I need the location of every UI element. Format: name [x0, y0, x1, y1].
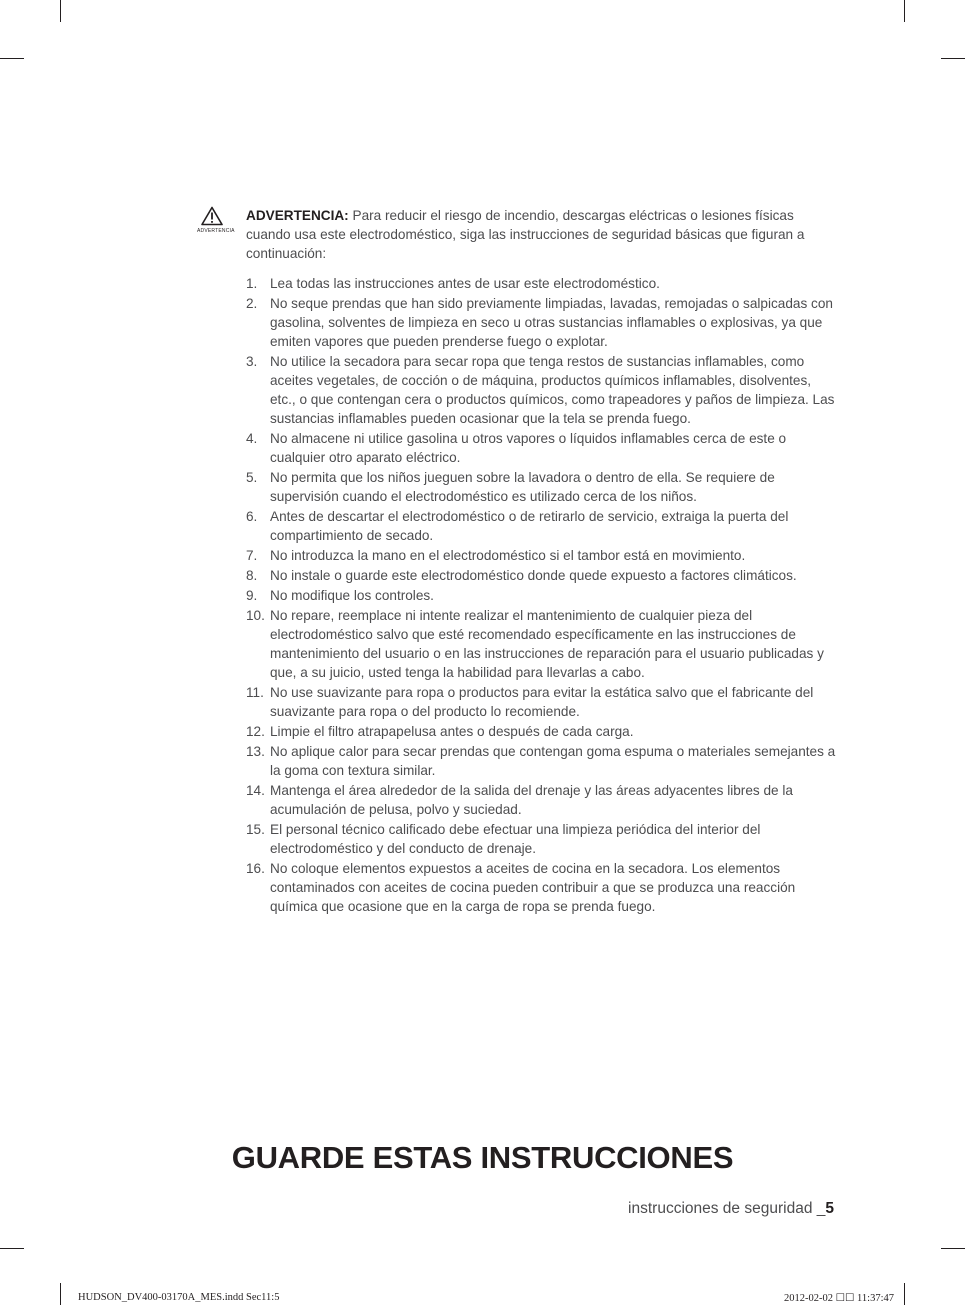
item-number: 7. — [246, 547, 258, 563]
crop-mark — [60, 0, 61, 22]
item-text: Lea todas las instrucciones antes de usar este electrodoméstico. — [270, 276, 660, 291]
list-item — [246, 275, 836, 294]
item-number: 16. — [246, 861, 265, 876]
crop-mark — [904, 0, 905, 22]
item-number: 12. — [246, 723, 265, 739]
crop-mark — [60, 1283, 61, 1305]
item-text: No use suavizante para ropa o productos para evitar la estática salvo que el fabricante del suavizante para ropa o del producto lo recomiende. — [270, 684, 814, 719]
list-item — [246, 684, 836, 722]
safety-instructions-list — [246, 275, 836, 918]
item-number: 11. — [246, 684, 264, 700]
item-text: No coloque elementos expuestos a aceites de cocina en la secadora. Los elementos contaminados con aceites de cocina pueden contribuir a que se produzca una reacción química que ocasione que en la carga de ropa se prenda fuego. — [270, 861, 796, 914]
list-item — [246, 743, 836, 781]
list-item — [246, 353, 836, 429]
item-text: No instale o guarde este electrodoméstico donde quede expuesto a factores climáticos. — [270, 567, 797, 583]
item-text: No modifique los controles. — [270, 588, 434, 603]
warning-text: Para reducir el riesgo de incendio, descargas eléctricas o lesiones físicas cuando usa este electrodoméstico, siga las instrucciones de seguridad básicas que figuran a continuación: — [246, 208, 805, 261]
print-slug-file: HUDSON_DV400-03170A_MES.indd Sec11:5 — [78, 1292, 280, 1303]
item-text: Antes de descartar el electrodoméstico o de retirarlo de servicio, extraiga la puerta del compartimiento de secado. — [270, 508, 789, 543]
print-slug-date: 2012-02-02 ☐☐ 11:37:47 — [783, 1293, 894, 1304]
item-number: 5. — [246, 469, 258, 485]
item-number: 1. — [246, 276, 258, 291]
list-item — [246, 508, 836, 546]
item-text: No permita que los niños jueguen sobre la lavadora o dentro de ella. Se requiere de supervisión cuando el electrodoméstico es utilizado cerca de los niños. — [270, 469, 775, 504]
item-number: 8. — [246, 567, 258, 583]
item-text: El personal técnico calificado debe efectuar una limpieza periódica del interior del electrodoméstico y del conducto de drenaje. — [270, 822, 761, 856]
list-item — [246, 469, 836, 507]
list-item — [246, 860, 836, 917]
page-number: 5 — [825, 1200, 834, 1217]
item-text: No repare, reemplace ni intente realizar el mantenimiento de cualquier pieza del electrodoméstico salvo que esté recomendado específicamente en las instrucciones de mantenimiento del usuario o en las instrucciones de reparación para el usuario publicadas y que, a su juicio, usted tenga la habilidad para llevarlas a cabo. — [270, 608, 824, 680]
crop-mark — [0, 1248, 24, 1249]
warning-icon — [197, 206, 235, 234]
crop-mark — [941, 58, 965, 59]
list-item — [246, 430, 836, 468]
item-text: No aplique calor para secar prendas que contengan goma espuma o materiales semejantes a la goma con textura similar. — [270, 744, 836, 778]
item-number: 15. — [246, 822, 265, 837]
item-text: No introduzca la mano en el electrodoméstico si el tambor está en movimiento. — [270, 547, 746, 563]
warning-triangle-icon — [201, 206, 223, 226]
list-item — [246, 607, 836, 683]
list-item — [246, 587, 836, 606]
list-item — [246, 567, 836, 586]
item-text: Limpie el filtro atrapapelusa antes o después de cada carga. — [270, 723, 634, 739]
crop-mark — [904, 1283, 905, 1305]
item-text: Mantenga el área alrededor de la salida del drenaje y las áreas adyacentes libres de la acumulación de pelusa, polvo y suciedad. — [270, 783, 793, 817]
list-item — [246, 295, 836, 352]
warning-icon-caption: ADVERTENCIA — [197, 228, 235, 234]
item-number: 14. — [246, 783, 265, 798]
item-number: 2. — [246, 296, 258, 312]
list-item — [246, 821, 836, 859]
item-text: No almacene ni utilice gasolina u otros vapores o líquidos inflamables cerca de este o cualquier otro aparato eléctrico. — [270, 430, 787, 465]
crop-mark — [941, 1248, 965, 1249]
item-number: 10. — [246, 608, 265, 624]
section-name: instrucciones de seguridad _ — [628, 1200, 826, 1217]
list-item — [246, 547, 836, 566]
item-number: 6. — [246, 508, 258, 524]
page-footer — [628, 1200, 834, 1218]
list-item — [246, 782, 836, 820]
item-number: 4. — [246, 430, 258, 446]
item-text: No seque prendas que han sido previamente limpiadas, lavadas, remojadas o salpicadas con gasolina, solventes de limpieza en seco u otras sustancias inflamables o explosivas, ya que emiten vapores que pueden prenderse fuego o explotar. — [270, 296, 833, 349]
crop-mark — [0, 58, 24, 59]
warning-paragraph — [246, 206, 836, 263]
save-instructions-heading: GUARDE ESTAS INSTRUCCIONES — [231, 1140, 734, 1175]
item-number: 3. — [246, 354, 258, 369]
list-item — [246, 723, 836, 742]
warning-title: ADVERTENCIA: — [246, 208, 349, 223]
item-number: 9. — [246, 588, 258, 603]
item-text: No utilice la secadora para secar ropa que tenga restos de sustancias inflamables, como aceites vegetales, de cocción o de máquina, productos químicos inflamables, disolventes, etc., o que contengan cera o productos químicos, como trapeadores y paños de limpieza. Las sustancias inflamables pueden ocasionar que la tela se prenda fuego. — [270, 354, 835, 426]
item-number: 13. — [246, 744, 265, 759]
